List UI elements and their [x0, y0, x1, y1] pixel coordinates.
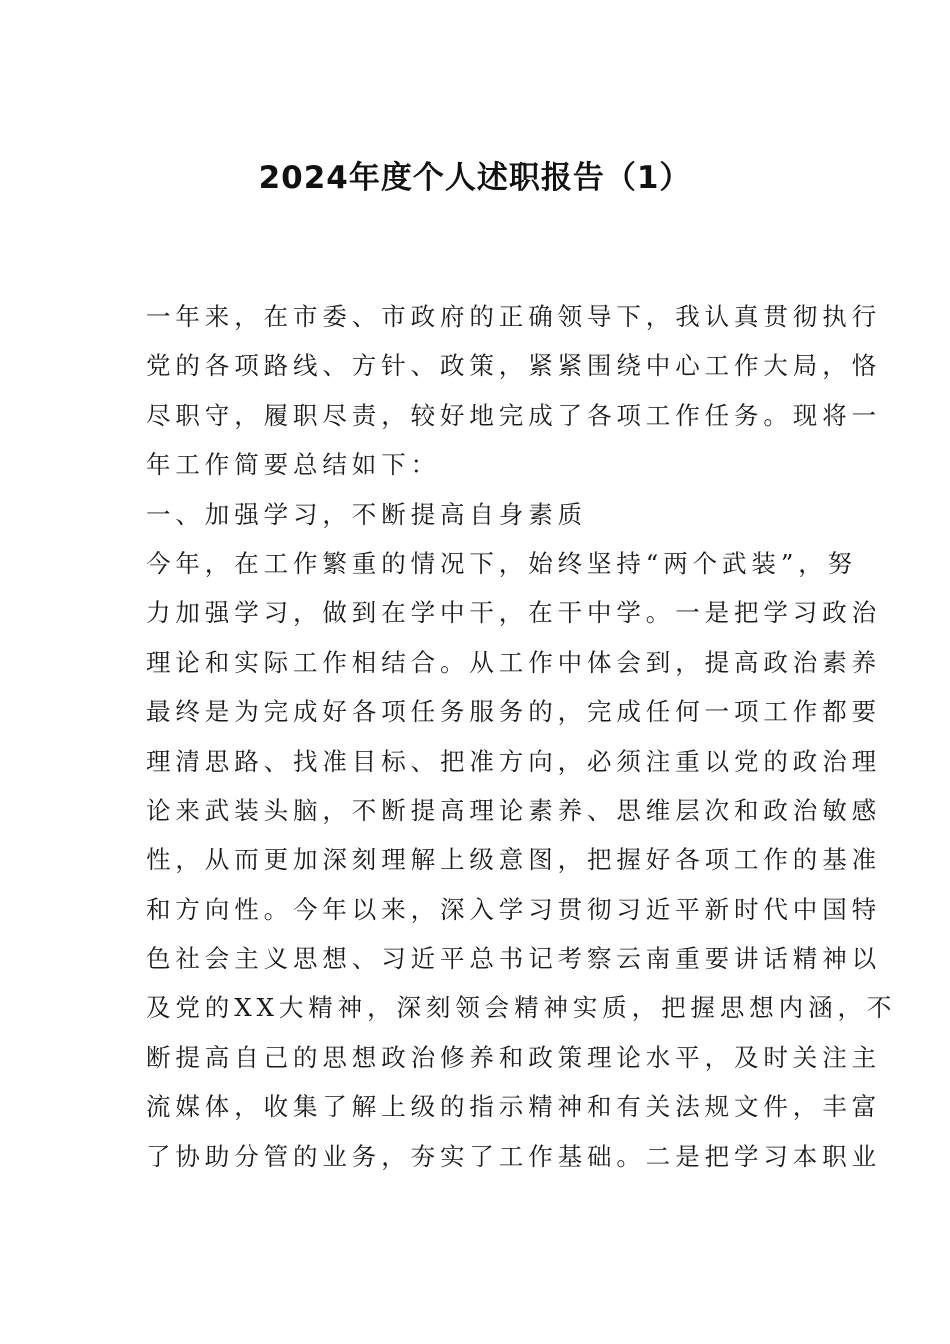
- document-body: [146, 292, 897, 1181]
- body-line: 理论和实际工作相结合。从工作中体会到，提高政治素养: [146, 647, 881, 677]
- body-line: 断提高自己的思想政治修养和政策理论水平，及时关注主: [146, 1042, 881, 1072]
- body-line: 及党的XX大精神，深刻领会精神实质，把握思想内涵，不: [146, 993, 897, 1023]
- body-line: 尽职守，履职尽责，较好地完成了各项工作任务。现将一: [146, 400, 881, 430]
- body-line: 力加强学习，做到在学中干，在干中学。一是把学习政治: [146, 598, 881, 628]
- body-line: 理清思路、找准目标、把准方向，必须注重以党的政治理: [146, 746, 881, 776]
- body-line: 党的各项路线、方针、政策，紧紧围绕中心工作大局，恪: [146, 351, 881, 381]
- body-line: 论来武装头脑，不断提高理论素养、思维层次和政治敏感: [146, 795, 881, 825]
- body-line: 流媒体，收集了解上级的指示精神和有关法规文件，丰富: [146, 1092, 881, 1122]
- body-line: 今年，在工作繁重的情况下，始终坚持“两个武装”，努: [146, 548, 858, 578]
- document-title: 2024年度个人述职报告（1）: [258, 160, 692, 196]
- body-line: 了协助分管的业务，夯实了工作基础。二是把学习本职业: [146, 1141, 881, 1171]
- section-heading: 一、加强学习，不断提高自身素质: [146, 499, 587, 529]
- body-line: 性，从而更加深刻理解上级意图，把握好各项工作的基准: [146, 845, 881, 875]
- body-line: 年工作简要总结如下：: [146, 450, 440, 480]
- body-line: 和方向性。今年以来，深入学习贯彻习近平新时代中国特: [146, 894, 881, 924]
- body-line: 最终是为完成好各项任务服务的，完成任何一项工作都要: [146, 697, 881, 727]
- body-line: 一年来，在市委、市政府的正确领导下，我认真贯彻执行: [146, 302, 881, 331]
- body-line: 色社会主义思想、习近平总书记考察云南重要讲话精神以: [146, 944, 881, 974]
